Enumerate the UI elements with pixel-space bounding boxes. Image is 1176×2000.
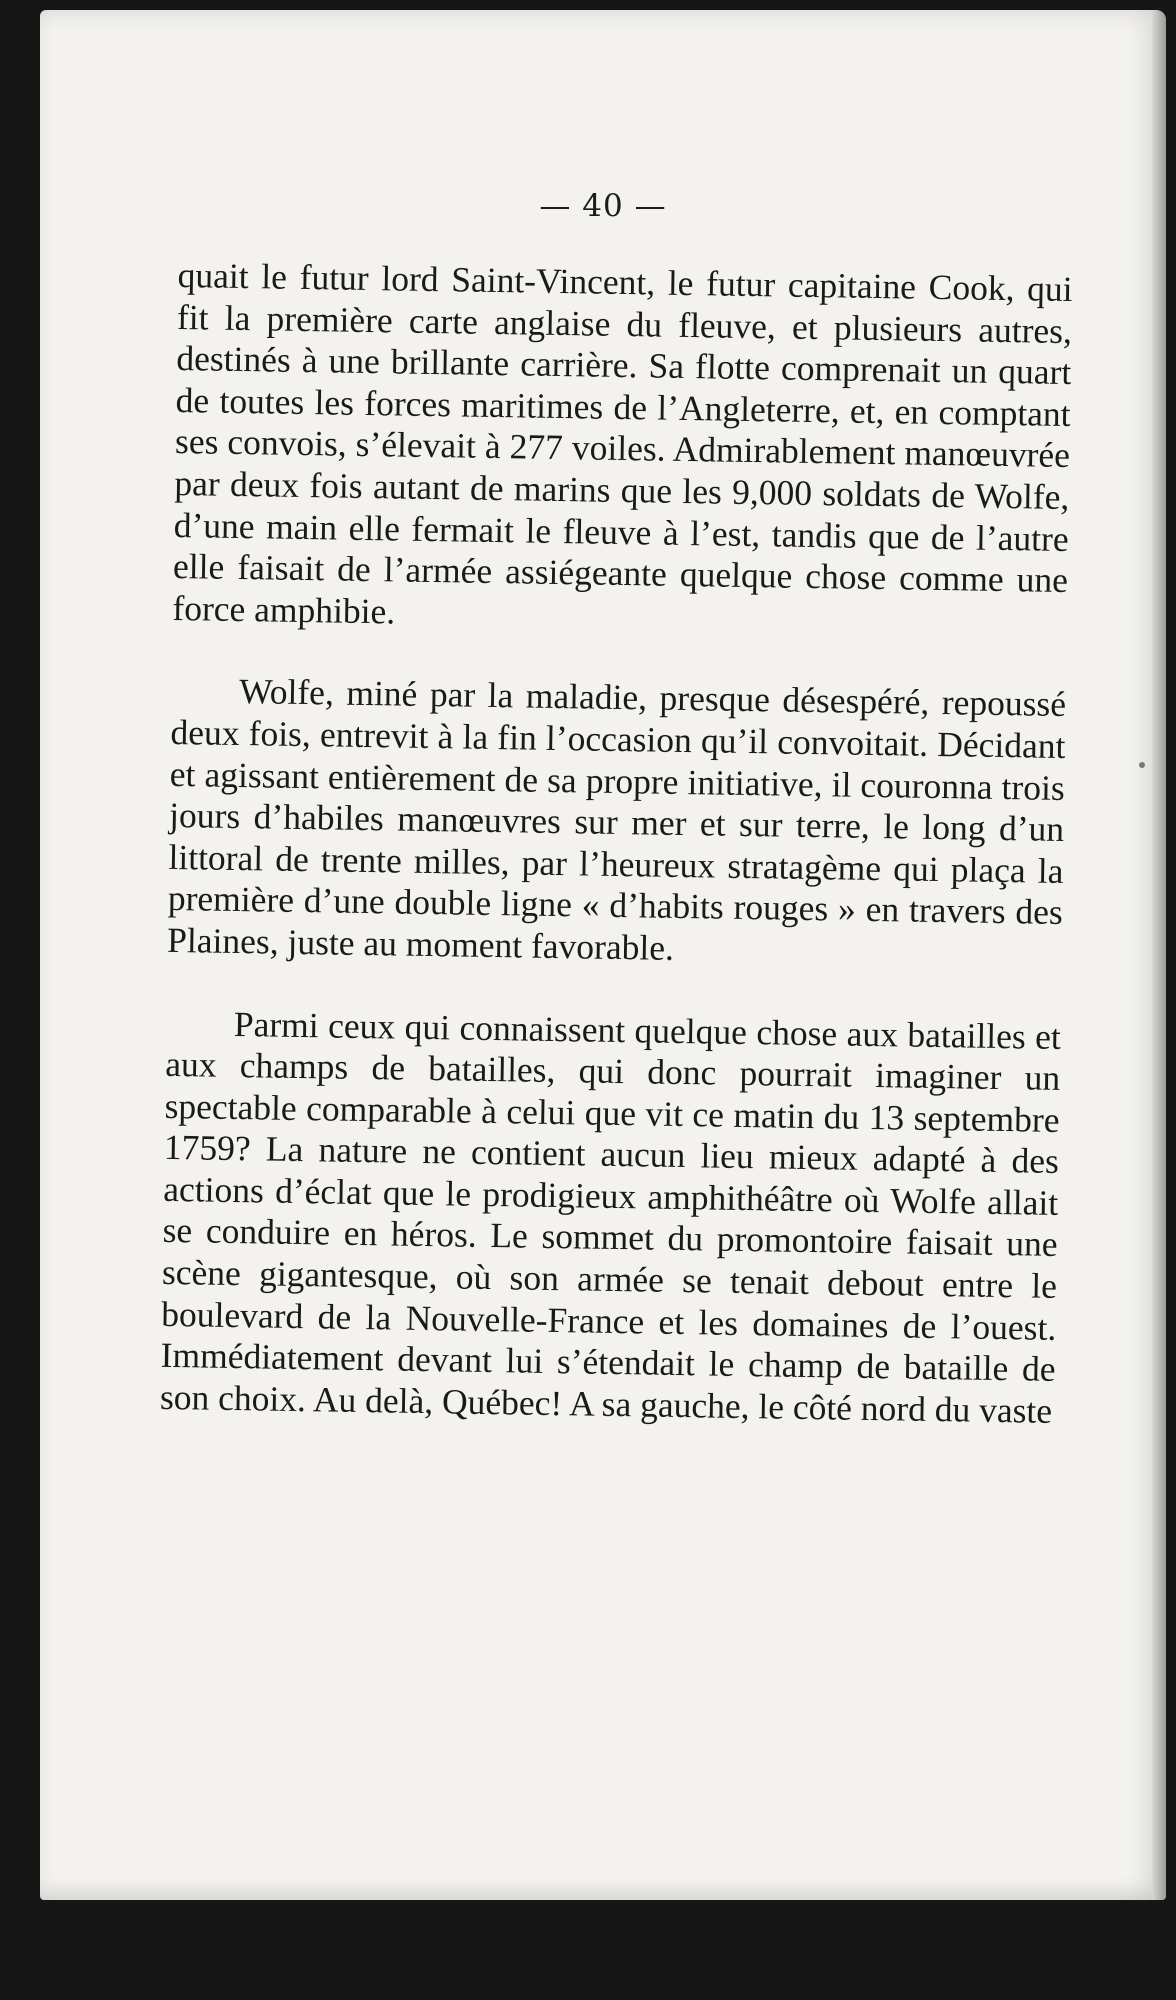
paragraph-3: Parmi ceux qui connaissent quelque chose aux batailles et aux champs de batailles, qui donc pourrait imaginer un spectable comparable à celui que vit ce matin du 13 septembre 1759? La nature ne contient aucun lieu mieux adapté à des actions d’éclat que le prodigieux amphithéâtre où Wolfe allait se conduire en héros. Le sommet du promontoire faisait une scène gigantesque, où son armée se tenait debout entre le boulevard de la Nouvelle-France et les domaines de l’ouest. Immédiatement devant lui s’étendait le champ de bataille de son choix. Au delà, Québec! A sa gauche, le côté nord du vaste: [159, 1003, 1062, 1431]
body-text: [159, 255, 1073, 1473]
scan-speck: [1139, 762, 1145, 768]
book-page: [40, 10, 1166, 1900]
page-number: — 40 —: [539, 188, 667, 224]
page-edge: [1152, 10, 1166, 1900]
paragraph-2: Wolfe, miné par la maladie, presque désespéré, repoussé deux fois, entrevit à la fin l’occasion qu’il convoitait. Décidant et agissant entièrement de sa propre initiative, il couronna trois jours d’habiles manœuvres sur mer et sur terre, le long d’un littoral de trente milles, par l’heureux stratagème qui plaça la première d’une double ligne « d’habits rouges » en travers des Plaines, juste au moment favorable.: [166, 671, 1067, 968]
paragraph-1: quait le futur lord Saint-Vincent, le futur capitaine Cook, qui fit la première carte anglaise du fleuve, et plusieurs autres, destinés à une brillante carrière. Sa flotte comprenait un quart de toutes les forces maritimes de l’Angleterre, et, en comptant ses convois, s’élevait à 277 voiles. Admirablement manœuvrée par deux fois autant de marins que les 9,000 soldats de Wolfe, d’une main elle fermait le fleuve à l’est, tandis que de l’autre elle faisait de l’armée assiégeante quelque chose comme une force amphibie.: [172, 255, 1073, 632]
